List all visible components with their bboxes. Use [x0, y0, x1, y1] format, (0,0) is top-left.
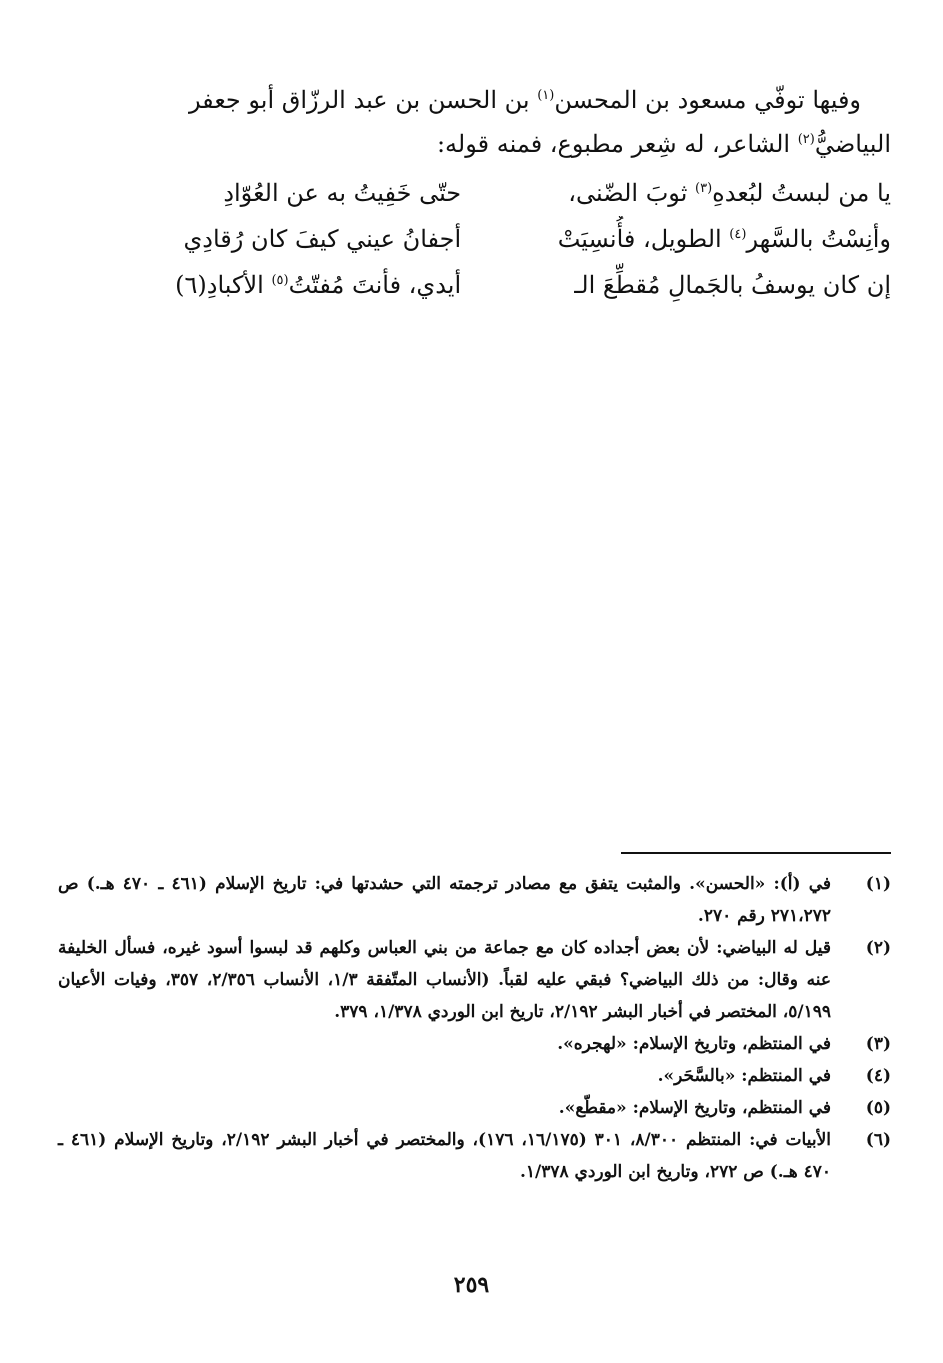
footnote [58, 1060, 891, 1092]
footnote-text: قيل له البياضي: لأن بعض أجداده كان مع جماعة من بني العباس وكلهم قد لبسوا أسود غيره، فسأل الخليفة عنه وقال: من ذلك البياضي؟ فبقي عليه لقباً. (الأنساب المتّفقة ١/٣، الأنساب ٢/٣٥٦، ٣٥٧، وفيات الأعيان ٥/١٩٩، المختصر في أخبار البشر ٢/١٩٢، تاريخ ابن الوردي ١/٣٧٨، ٣٧٩. [58, 938, 831, 1022]
footnote [58, 932, 891, 1028]
intro-line-1-text: وفيها توفّي مسعود بن المحسن [554, 86, 861, 114]
verse [80, 170, 891, 216]
footnote-ref-2: (٢) [797, 132, 815, 147]
intro-line-2-text: البياضيُّ [814, 130, 891, 158]
footnote-text: في المنتظم، وتاريخ الإسلام: «لهجره». [557, 1034, 831, 1054]
intro-line-1 [80, 78, 891, 122]
footnote-separator [621, 852, 891, 854]
page-number: ٢٥٩ [453, 1272, 490, 1298]
verse-second-hemistich [80, 170, 461, 216]
hemistich-text: أيدي، فأنتَ مُفتّتُ [288, 271, 462, 299]
verse-first-hemistich [510, 262, 891, 308]
footnote [58, 1028, 891, 1060]
footnote-ref-5: (٥) [271, 273, 289, 288]
verse-first-hemistich [510, 216, 891, 262]
intro-line-2 [80, 122, 891, 166]
hemistich-text: أجفانُ عيني كيفَ كان رُقادِي [183, 225, 462, 253]
footnotes [58, 868, 891, 1188]
hemistich-text: إن كان يوسفُ بالجَمالِ مُقطِّعَ الـ [574, 271, 891, 299]
footnote-ref-3: (٣) [695, 181, 713, 196]
footnote [58, 1124, 891, 1188]
footnote-number: (٦) [865, 1130, 891, 1150]
hemistich-text-rest: ثوبَ الضّنى، [568, 179, 696, 207]
footnote-number: (٥) [865, 1098, 891, 1118]
footnote-ref-4: (٤) [729, 227, 747, 242]
verse-second-hemistich [80, 216, 461, 262]
verse-second-hemistich [80, 262, 461, 308]
footnote-number: (٤) [865, 1066, 891, 1086]
hemistich-text: وأنِسْتُ بالسَّهر [746, 225, 891, 253]
footnote-number: (٢) [865, 938, 891, 958]
footnote-text: الأبيات في: المنتظم ٨/٣٠٠، ٣٠١ (١٦/١٧٥، ١٧٦)، والمختصر في أخبار البشر ٢/١٩٢، وتاريخ الإسلام (٤٦١ ـ ٤٧٠ هـ.) ص ٢٧٢، وتاريخ ابن الوردي ١/٣٧٨. [58, 1130, 832, 1182]
verse-first-hemistich [510, 170, 891, 216]
hemistich-text-rest: الطويل، فأُنسِيَتْ [557, 225, 730, 253]
intro-line-1-rest: بن الحسن بن عبد الرزّاق أبو جعفر [188, 86, 538, 114]
intro-paragraph [80, 78, 891, 166]
footnote-text: في المنتظم، وتاريخ الإسلام: «مقطّع». [558, 1098, 831, 1118]
hemistich-text-rest: الأكبادِ(٦) [175, 271, 272, 299]
footnote-number: (٣) [865, 1034, 891, 1054]
footnote [58, 1092, 891, 1124]
footnote-ref-1: (١) [537, 88, 555, 103]
footnote [58, 868, 891, 932]
hemistich-text: حتّى خَفِيتُ به عن العُوّادِ [223, 179, 462, 207]
footnote-text: في (أ): «الحسن». والمثبت يتفق مع مصادر ترجمته التي حشدتها في: تاريخ الإسلام (٤٦١ ـ ٤٧٠ هـ.) ص ٢٧١،٢٧٢ رقم ٢٧٠. [58, 874, 832, 926]
intro-line-2-rest: الشاعر، له شِعر مطبوع، فمنه قوله: [436, 130, 798, 158]
footnote-text: في المنتظم: «بالسَّحَر». [657, 1066, 831, 1086]
verse [80, 262, 891, 308]
verse [80, 216, 891, 262]
hemistich-text: يا من لبستُ لبُعدهِ [712, 179, 891, 207]
footnote-number: (١) [865, 874, 891, 894]
poem [80, 170, 891, 308]
